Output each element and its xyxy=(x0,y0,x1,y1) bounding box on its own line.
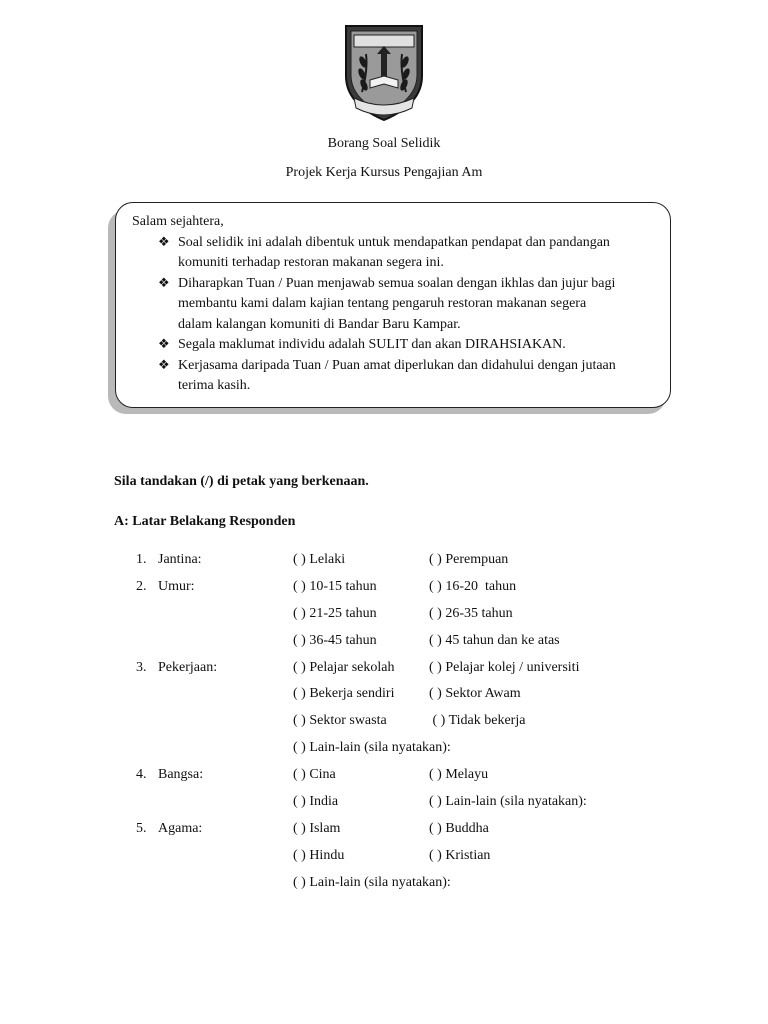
notice-item-line: Kerjasama daripada Tuan / Puan amat diperlukan dan didahului dengan jutaan xyxy=(178,357,616,373)
answer-option[interactable]: ( ) 36-45 tahun xyxy=(293,632,377,648)
section-title: A: Latar Belakang Responden xyxy=(114,514,296,529)
notice-item-line: Soal selidik ini adalah dibentuk untuk mendapatkan pendapat dan pandangan xyxy=(178,234,610,250)
answer-option[interactable]: ( ) Lain-lain (sila nyatakan): xyxy=(429,794,587,810)
question-list xyxy=(0,550,768,900)
answer-option[interactable]: ( ) Melayu xyxy=(429,767,489,783)
answer-option[interactable]: ( ) India xyxy=(293,794,339,810)
answer-option[interactable]: ( ) Buddha xyxy=(429,820,489,836)
question-row xyxy=(0,658,768,685)
answer-option[interactable]: ( ) 10-15 tahun xyxy=(293,578,377,594)
notice-item-line: terima kasih. xyxy=(178,378,251,393)
answer-option[interactable]: ( ) Sektor Awam xyxy=(429,686,521,702)
notice-item xyxy=(132,356,656,397)
question-label: Jantina: xyxy=(158,552,202,567)
question-row xyxy=(0,846,768,873)
school-crest-icon xyxy=(340,22,428,124)
notice-item xyxy=(132,335,656,356)
notice-item xyxy=(132,274,656,336)
notice-greeting: Salam sejahtera, xyxy=(132,214,224,229)
answer-option[interactable]: ( ) Islam xyxy=(293,820,341,836)
question-row xyxy=(0,604,768,631)
question-number: 1. xyxy=(136,552,147,567)
question-row xyxy=(0,792,768,819)
question-number: 3. xyxy=(136,659,147,675)
question-number: 5. xyxy=(136,820,147,836)
answer-option[interactable]: ( ) Sektor swasta xyxy=(293,713,387,729)
answer-option[interactable]: ( ) 45 tahun dan ke atas xyxy=(429,632,560,648)
question-row xyxy=(0,738,768,765)
notice-box xyxy=(115,202,671,408)
diamond-bullet-icon: ❖ xyxy=(158,234,170,250)
answer-option[interactable]: ( ) Pelajar sekolah xyxy=(293,659,395,675)
question-row xyxy=(0,711,768,738)
notice-item-line: Diharapkan Tuan / Puan menjawab semua soalan dengan ikhlas dan jujur bagi xyxy=(178,275,616,291)
answer-option[interactable]: ( ) Hindu xyxy=(293,847,345,863)
notice-item-line: Segala maklumat individu adalah SULIT dan akan DIRAHSIAKAN. xyxy=(178,337,566,352)
question-label: Umur: xyxy=(158,578,195,594)
answer-option[interactable]: ( ) 16-20 tahun xyxy=(429,578,517,594)
answer-option[interactable]: ( ) 26-35 tahun xyxy=(429,605,513,621)
question-label: Pekerjaan: xyxy=(158,659,218,675)
answer-option[interactable]: ( ) Perempuan xyxy=(429,552,509,567)
question-row xyxy=(0,684,768,711)
question-row xyxy=(0,873,768,900)
answer-option[interactable]: ( ) Tidak bekerja xyxy=(429,713,526,729)
question-row xyxy=(0,765,768,792)
answer-option[interactable]: ( ) Kristian xyxy=(429,847,491,863)
question-row xyxy=(0,819,768,846)
answer-option[interactable]: ( ) Lain-lain (sila nyatakan): xyxy=(293,874,451,890)
instruction-text: Sila tandakan (/) di petak yang berkenaan. xyxy=(114,474,369,489)
question-row xyxy=(0,631,768,658)
question-label: Bangsa: xyxy=(158,767,204,783)
notice-item xyxy=(132,233,656,274)
question-row xyxy=(0,550,768,577)
notice-item-line: dalam kalangan komuniti di Bandar Baru Kampar. xyxy=(178,316,461,332)
answer-option[interactable]: ( ) Pelajar kolej / universiti xyxy=(429,659,580,675)
diamond-bullet-icon: ❖ xyxy=(158,275,170,291)
form-title: Borang Soal Selidik xyxy=(327,136,441,151)
diamond-bullet-icon: ❖ xyxy=(158,337,170,352)
notice-item-line: membantu kami dalam kajian tentang pengaruh restoran makanan segera xyxy=(178,296,587,311)
answer-option[interactable]: ( ) Lelaki xyxy=(293,552,346,567)
form-subtitle: Projek Kerja Kursus Pengajian Am xyxy=(285,165,483,180)
notice-list xyxy=(132,233,656,397)
question-label: Agama: xyxy=(158,820,203,836)
diamond-bullet-icon: ❖ xyxy=(158,357,170,373)
answer-option[interactable]: ( ) Lain-lain (sila nyatakan): xyxy=(293,740,451,756)
answer-option[interactable]: ( ) Cina xyxy=(293,767,336,783)
answer-option[interactable]: ( ) Bekerja sendiri xyxy=(293,686,395,702)
question-number: 2. xyxy=(136,578,147,594)
question-number: 4. xyxy=(136,767,147,783)
question-row xyxy=(0,577,768,604)
answer-option[interactable]: ( ) 21-25 tahun xyxy=(293,605,377,621)
notice-item-line: komuniti terhadap restoran makanan segera ini. xyxy=(178,255,444,270)
